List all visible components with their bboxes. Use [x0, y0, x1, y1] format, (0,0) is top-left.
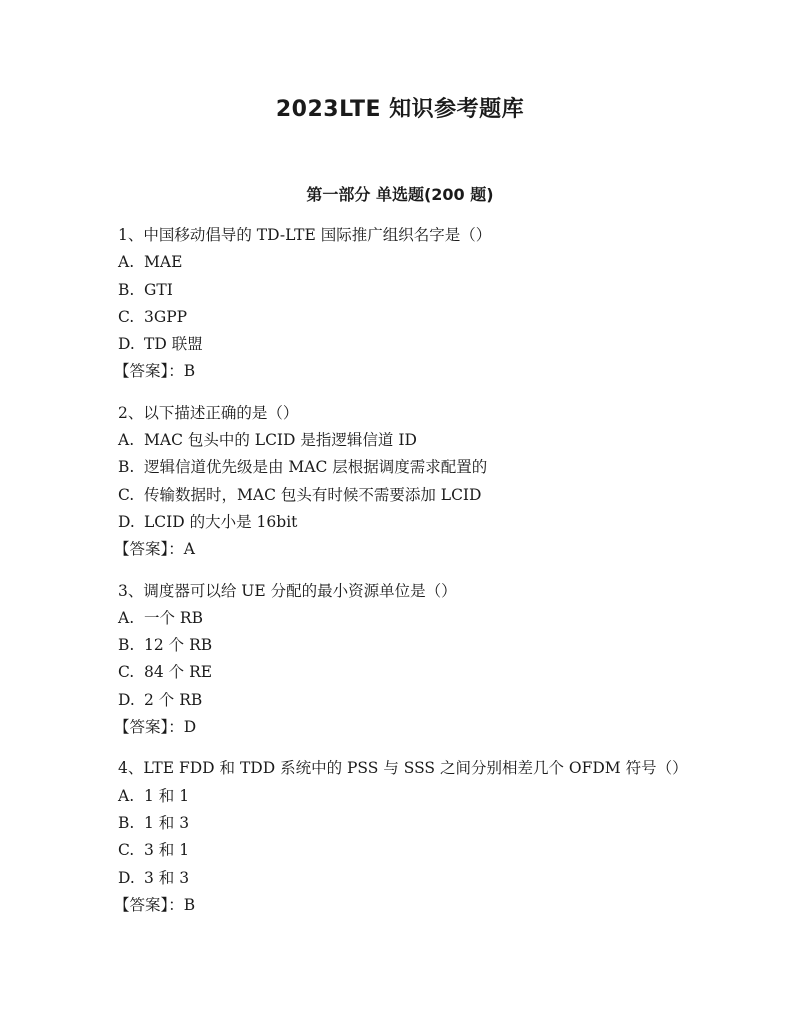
option-b — [118, 810, 698, 837]
question-number: 3、 — [118, 581, 144, 600]
answer-label: 【答案】： — [114, 895, 184, 914]
question-stem — [118, 755, 698, 782]
option-text: LCID 的大小是 16bit — [144, 512, 298, 531]
option-text: GTI — [144, 280, 173, 299]
answer-label: 【答案】： — [114, 540, 184, 559]
option-text: 12 个 RB — [144, 636, 213, 655]
option-text: MAC 包头中的 LCID 是指逻辑信道 ID — [144, 431, 417, 450]
option-letter: A. — [118, 786, 135, 805]
option-letter: A. — [118, 253, 135, 272]
option-letter: C. — [118, 485, 135, 504]
option-letter: D. — [118, 690, 135, 709]
option-text: 1 和 3 — [144, 813, 190, 832]
answer-value: B — [183, 362, 196, 381]
option-letter: D. — [118, 512, 135, 531]
answer-line — [114, 714, 698, 741]
answer-value: A — [183, 540, 195, 559]
option-letter: A. — [118, 608, 135, 627]
answer-value: B — [183, 895, 196, 914]
option-letter: C. — [118, 841, 135, 860]
option-c — [118, 659, 698, 686]
question-item — [114, 222, 698, 386]
option-d — [118, 865, 698, 892]
option-a — [118, 783, 698, 810]
option-text: 84 个 RE — [144, 663, 213, 682]
option-c — [118, 482, 698, 509]
question-stem — [118, 400, 698, 427]
option-text: 3GPP — [144, 307, 188, 326]
option-letter: B. — [118, 813, 135, 832]
question-stem — [118, 222, 698, 249]
answer-line — [114, 536, 698, 563]
question-number: 2、 — [118, 403, 144, 422]
option-text: TD 联盟 — [144, 335, 203, 354]
option-c — [118, 304, 698, 331]
option-text: 逻辑信道优先级是由 MAC 层根据调度需求配置的 — [144, 458, 488, 477]
option-a — [118, 249, 698, 276]
page-title: 2023LTE 知识参考题库 — [275, 97, 525, 122]
option-letter: D. — [118, 868, 135, 887]
option-letter: B. — [118, 458, 135, 477]
option-d — [118, 509, 698, 536]
answer-value: D — [183, 718, 197, 737]
option-letter: B. — [118, 280, 135, 299]
answer-line — [114, 892, 698, 919]
option-text: 3 和 1 — [144, 841, 190, 860]
question-text: 中国移动倡导的 TD-LTE 国际推广组织名字是（） — [143, 226, 492, 244]
question-text: 调度器可以给 UE 分配的最小资源单位是（） — [143, 581, 457, 600]
answer-label: 【答案】： — [114, 718, 184, 737]
question-text: 以下描述正确的是（） — [143, 403, 299, 422]
option-text: 3 和 3 — [144, 868, 190, 887]
question-item — [114, 578, 698, 742]
option-letter: D. — [118, 335, 135, 354]
option-text: 传输数据时，MAC 包头有时候不需要添加 LCID — [144, 485, 482, 504]
question-list — [114, 222, 698, 933]
answer-line — [114, 358, 698, 385]
question-stem — [118, 578, 698, 605]
option-d — [118, 687, 698, 714]
section-title: 第一部分 单选题(200 题) — [306, 185, 494, 204]
option-text: 2 个 RB — [144, 690, 203, 709]
option-letter: A. — [118, 431, 135, 450]
option-letter: C. — [118, 663, 135, 682]
question-item — [114, 755, 698, 919]
option-a — [118, 605, 698, 632]
option-text: 1 和 1 — [144, 786, 190, 805]
option-a — [118, 427, 698, 454]
option-text: 一个 RB — [144, 608, 203, 627]
question-number: 1、 — [118, 226, 144, 244]
option-b — [118, 632, 698, 659]
option-text: MAE — [144, 253, 183, 272]
option-b — [118, 277, 698, 304]
question-text: LTE FDD 和 TDD 系统中的 PSS 与 SSS 之间分别相差几个 OFDM 符号（） — [143, 759, 688, 778]
option-b — [118, 454, 698, 481]
option-letter: C. — [118, 307, 135, 326]
question-number: 4、 — [118, 759, 144, 778]
answer-label: 【答案】： — [114, 362, 184, 381]
option-c — [118, 837, 698, 864]
option-d — [118, 331, 698, 358]
option-letter: B. — [118, 636, 135, 655]
question-item — [114, 400, 698, 564]
